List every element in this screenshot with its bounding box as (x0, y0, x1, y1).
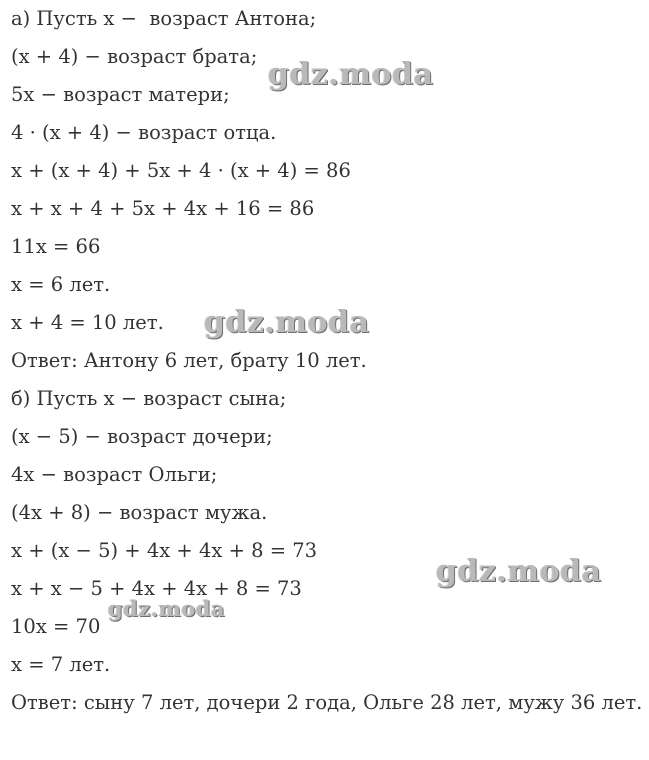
line-12: (x − 5) − возраст дочери; (11, 425, 273, 448)
line-8: x = 6 лет. (11, 273, 111, 296)
line-11: б) Пусть x − возраст сына; (11, 387, 287, 410)
line-16: x + x − 5 + 4x + 4x + 8 = 73 (11, 577, 302, 600)
line-1: а) Пусть x − возраст Антона; (11, 7, 317, 30)
watermark-logo: gdz.moda (268, 57, 434, 92)
line-4: 4 · (x + 4) − возраст отца. (11, 121, 277, 144)
line-5: x + (x + 4) + 5x + 4 · (x + 4) = 86 (11, 159, 351, 182)
line-17: 10x = 70 (11, 615, 101, 638)
watermark-logo: gdz.moda (436, 554, 602, 589)
line-6: x + x + 4 + 5x + 4x + 16 = 86 (11, 197, 315, 220)
watermark-logo: gdz.moda (108, 596, 226, 621)
line-18: x = 7 лет. (11, 653, 111, 676)
line-15: x + (x − 5) + 4x + 4x + 8 = 73 (11, 539, 318, 562)
watermark-logo: gdz.moda (204, 305, 370, 340)
line-7: 11x = 66 (11, 235, 101, 258)
line-3: 5x − возраст матери; (11, 83, 230, 106)
answer-b: Ответ: сыну 7 лет, дочери 2 года, Ольге 28 лет, мужу 36 лет. (11, 691, 643, 714)
line-13: 4x − возраст Ольги; (11, 463, 218, 486)
line-9: x + 4 = 10 лет. (11, 311, 164, 334)
line-14: (4x + 8) − возраст мужа. (11, 501, 268, 524)
answer-a: Ответ: Антону 6 лет, брату 10 лет. (11, 349, 367, 372)
line-2: (x + 4) − возраст брата; (11, 45, 258, 68)
